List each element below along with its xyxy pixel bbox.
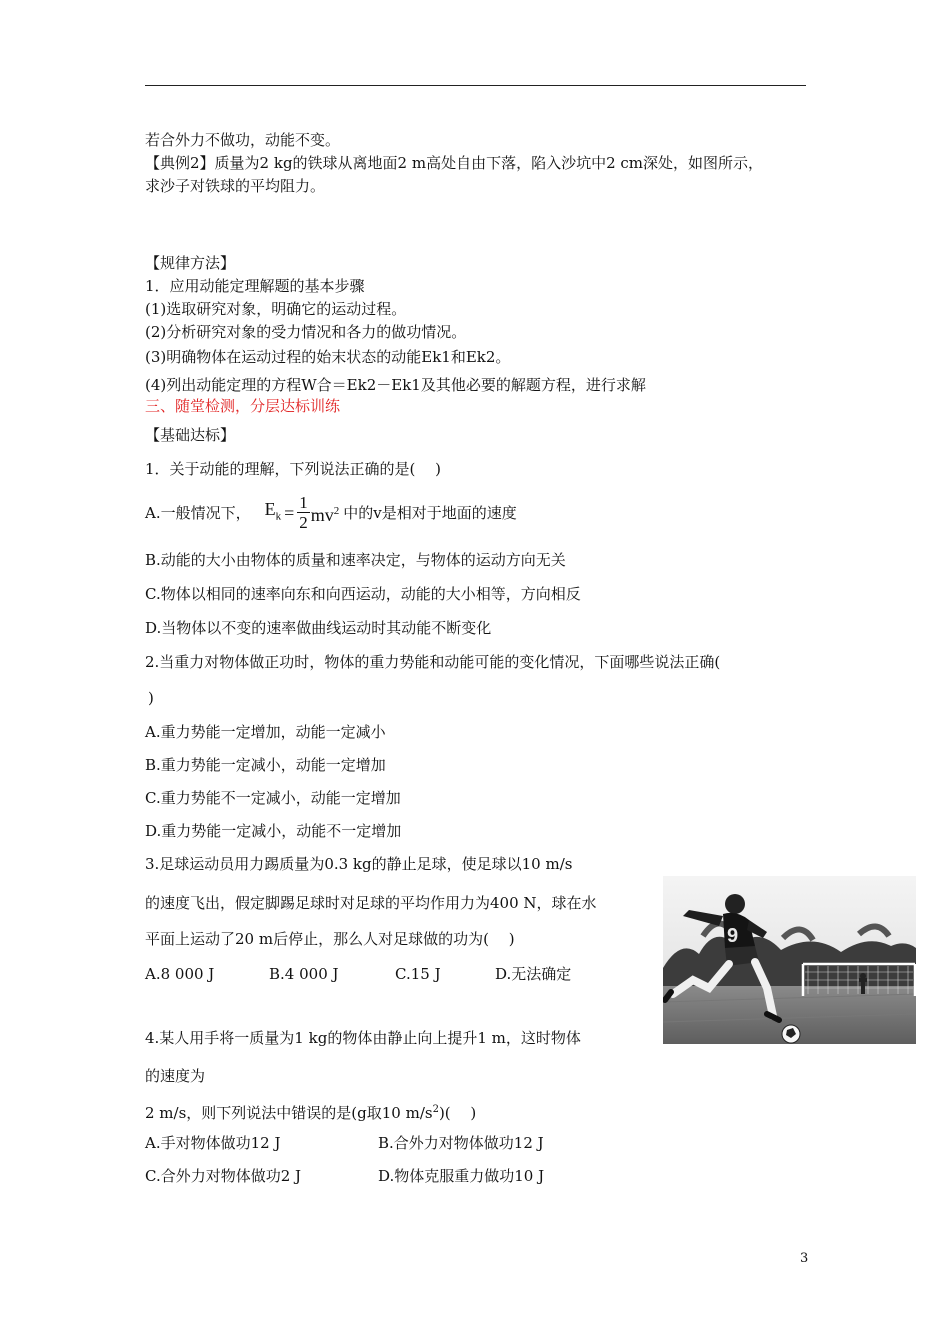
formula-equals: =	[284, 502, 295, 523]
question-2-option-a: A.重力势能一定增加，动能一定减小	[145, 723, 386, 741]
question-4: 4.某人用手将一质量为1 kg的物体由静止向上提升1 m，这时物体	[145, 1029, 581, 1047]
method-step: (3)明确物体在运动过程的始末状态的动能Ek1和Ek2。	[145, 348, 511, 366]
formula-mv: $mv^2$	[310, 504, 340, 525]
formula-ek: $E_k$	[264, 498, 282, 523]
question-4-cont: 2 m/s，则下列说法中错误的是(g取10 $m/s^2$)( )	[145, 1104, 477, 1122]
question-4-option-d: D.物体克服重力做功10 J	[378, 1167, 545, 1185]
question-3: 3.足球运动员用力踢质量为0.3 kg的静止足球，使足球以10 m/s	[145, 855, 573, 873]
question-3-cont: 的速度飞出，假定脚踢足球时对足球的平均作用力为400 N，球在水	[145, 894, 597, 912]
question-1-option-b: B.动能的大小由物体的质量和速率决定，与物体的运动方向无关	[145, 551, 566, 569]
question-4-option-b: B.合外力对物体做功12 J	[378, 1134, 544, 1152]
method-heading: 【规律方法】	[145, 254, 236, 272]
option-text: 中的v是相对于地面的速度	[343, 503, 517, 522]
example-2-question: 【典例2】质量为2 kg的铁球从离地面2 m高处自由下落，陷入沙坑中2 cm深处，如图所示，	[145, 154, 764, 172]
method-step: (2)分析研究对象的受力情况和各力的做功情况。	[145, 323, 467, 341]
section-heading: 三、随堂检测，分层达标训练	[145, 397, 341, 415]
page-number: 3	[800, 1251, 809, 1266]
option-c: C.15 J	[395, 965, 441, 983]
question-2-option-b: B.重力势能一定减小，动能一定增加	[145, 756, 386, 774]
question-1-option-a	[145, 493, 517, 532]
option-b: B.4 000 J	[269, 965, 339, 983]
formula-fraction: $\frac{1}{2}$	[299, 493, 308, 532]
question-2-option-d: D.重力势能一定减小，动能不一定增加	[145, 822, 402, 840]
question-2-option-c: C.重力势能不一定减小，动能一定增加	[145, 789, 401, 807]
question-4-option-c: C.合外力对物体做功2 J	[145, 1167, 302, 1185]
question-1: 1．关于动能的理解，下列说法正确的是( )	[145, 460, 442, 478]
option-text: A.一般情况下，	[145, 503, 251, 522]
option-d: D.无法确定	[495, 965, 572, 983]
question-4-option-a: A.手对物体做功12 J	[145, 1134, 281, 1152]
question-4-cont: 的速度为	[145, 1067, 206, 1085]
method-step: (1)选取研究对象，明确它的运动过程。	[145, 300, 407, 318]
question-3-options	[145, 964, 625, 984]
text-line: 若合外力不做功，动能不变。	[145, 131, 341, 149]
question-1-option-d: D.当物体以不变的速率做曲线运动时其动能不断变化	[145, 619, 492, 637]
option-a: A.8 000 J	[145, 965, 215, 983]
header-rule	[145, 85, 806, 86]
jersey-number: 9	[727, 925, 739, 947]
question-3-cont: 平面上运动了20 m后停止，那么人对足球做的功为( )	[145, 930, 515, 948]
question-2: 2.当重力对物体做正功时，物体的重力势能和动能可能的变化情况，下面哪些说法正确(	[145, 653, 721, 671]
method-step: 1．应用动能定理解题的基本步骤	[145, 277, 365, 295]
example-2-question-cont: 求沙子对铁球的平均阻力。	[145, 177, 326, 195]
basic-heading: 【基础达标】	[145, 426, 236, 444]
soccer-player-photo	[663, 876, 916, 1044]
question-2-cont: )	[148, 689, 154, 707]
method-step: (4)列出动能定理的方程W合＝Ek2－Ek1及其他必要的解题方程，进行求解	[145, 376, 646, 394]
question-1-option-c: C.物体以相同的速率向东和向西运动，动能的大小相等，方向相反	[145, 585, 581, 603]
